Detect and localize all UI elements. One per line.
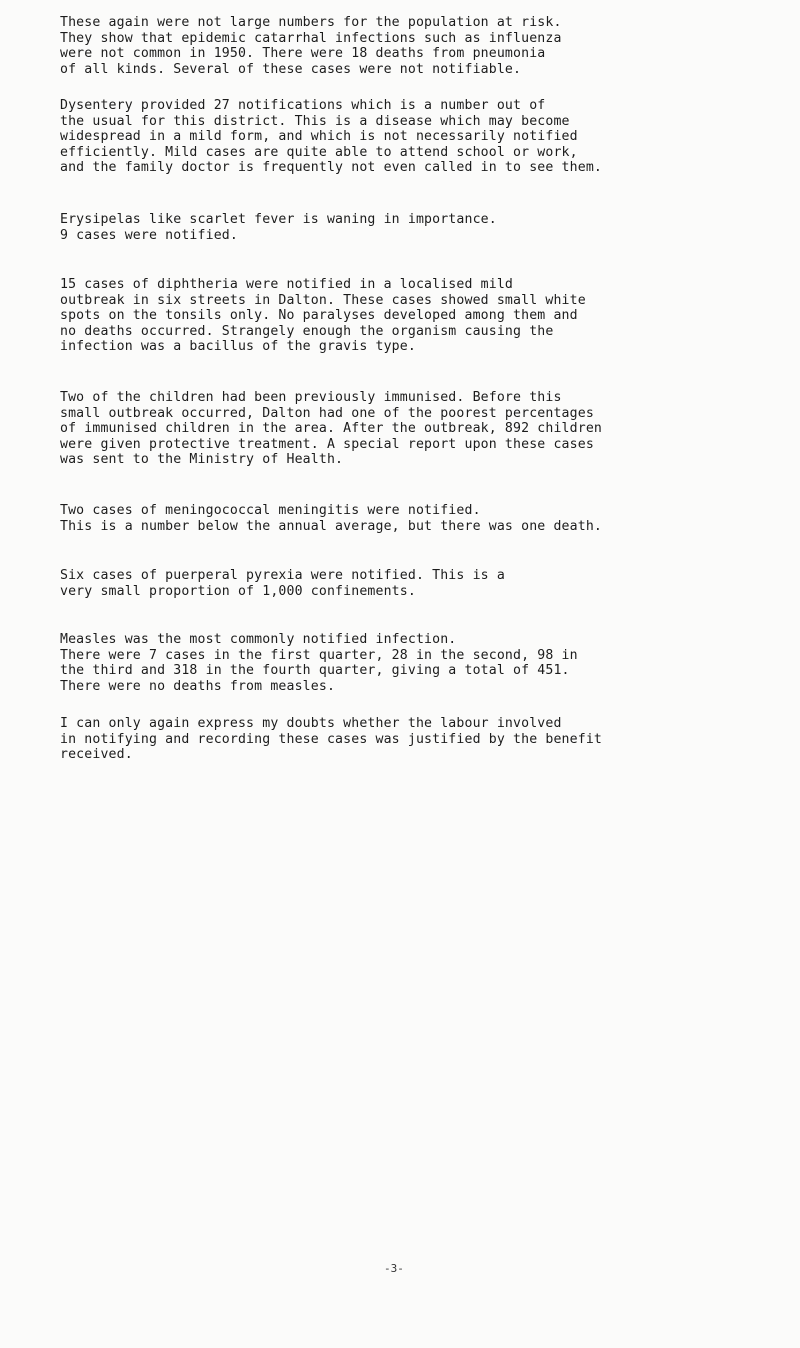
- paragraph-catarrhal-infections: These again were not large numbers for the population at risk. They show that epidemic catarrhal infections such as influenza were not common in 1950. There were 18 deaths from pneumonia of all kinds. Several of these cases were not notifiable.: [60, 15, 562, 77]
- paragraph-meningitis: Two cases of meningococcal meningitis were notified. This is a number below the annual average, but there was one death.: [60, 503, 602, 534]
- paragraph-immunisation: Two of the children had been previously immunised. Before this small outbreak occurred, Dalton had one of the poorest percentages of immunised children in the area. After the outbreak, 892 children were given protective treatment. A special report upon these cases was sent to the Ministry of Health.: [60, 390, 602, 467]
- paragraph-notification-doubts: I can only again express my doubts whether the labour involved in notifying and recording these cases was justified by the benefit received.: [60, 716, 602, 762]
- paragraph-diphtheria: 15 cases of diphtheria were notified in a localised mild outbreak in six streets in Dalton. These cases showed small white spots on the tonsils only. No paralyses developed among them and no deaths occurred. Strangely enough the organism causing the infection was a bacillus of the gravis type.: [60, 277, 586, 354]
- paragraph-dysentery: Dysentery provided 27 notifications which is a number out of the usual for this district. This is a disease which may become widespread in a mild form, and which is not necessarily notified efficiently. Mild cases are quite able to attend school or work, and the family doctor is frequently not even called in to see them.: [60, 98, 602, 175]
- paragraph-erysipelas: Erysipelas like scarlet fever is waning in importance. 9 cases were notified.: [60, 212, 497, 243]
- paragraph-measles: Measles was the most commonly notified infection. There were 7 cases in the first quarter, 28 in the second, 98 in the third and 318 in the fourth quarter, giving a total of 451. There were no deaths from measles.: [60, 632, 578, 694]
- page-number: -3-: [384, 1262, 404, 1275]
- paragraph-puerperal-pyrexia: Six cases of puerperal pyrexia were notified. This is a very small proportion of 1,000 confinements.: [60, 568, 505, 599]
